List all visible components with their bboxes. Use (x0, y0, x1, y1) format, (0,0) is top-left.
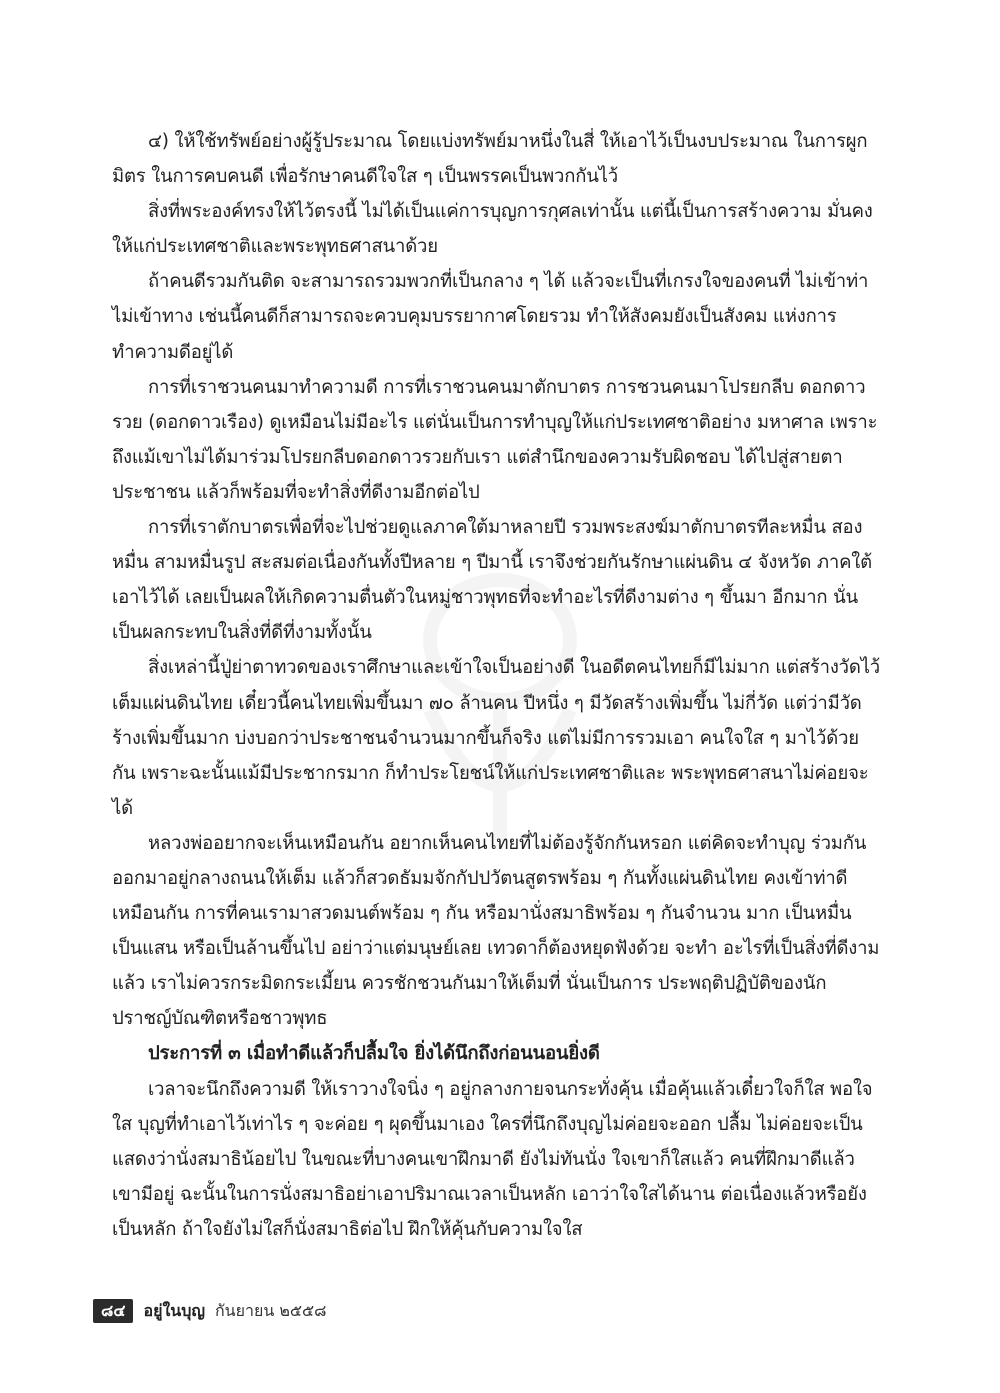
paragraph-good-people-unite: ถ้าคนดีรวมกันติด จะสามารถรวมพวกที่เป็นกลาง ๆ ได้ แล้วจะเป็นที่เกรงใจของคนที่ ไม่เข้าท่าไม่เข้าทาง เช่นนี้คนดีก็สามารถจะควบคุมบรรยากาศโดยรวม ทำให้สังคมยังเป็นสังคม แห่งการทำความดีอยู่ได้ (112, 271, 869, 363)
section-heading: ประการที่ ๓ เมื่อทำดีแล้วก็ปลื้มใจ ยิ่งได้นึกถึงก่อนนอนยิ่งดี (148, 1043, 600, 1065)
magazine-title: อยู่ในบุญ (143, 1300, 205, 1320)
page-footer (93, 1298, 326, 1324)
issue-date: กันยายน ๒๕๕๘ (214, 1300, 327, 1320)
paragraph-national-stability: สิ่งที่พระองค์ทรงให้ไว้ตรงนี้ ไม่ได้เป็นแค่การบุญการกุศลเท่านั้น แต่นี้เป็นการสร้างความ มั่นคงให้แก่ประเทศชาติและพระพุทธศาสนาด้วย (112, 201, 873, 258)
paragraph-treasure-allocation: ๔) ให้ใช้ทรัพย์อย่างผู้รู้ประมาณ โดยแบ่งทรัพย์มาหนึ่งในสี่ ให้เอาไว้เป็นงบประมาณ ในการผูกมิตร ในการคบคนดี เพื่อรักษาคนดีใจใส ๆ เป็นพรรคเป็นพวกกันไว้ (112, 131, 868, 188)
paragraph-inviting-good-deeds: การที่เราชวนคนมาทำความดี การที่เราชวนคนมาตักบาตร การชวนคนมาโปรยกลีบ ดอกดาวรวย (ดอกดาวเรือง) ดูเหมือนไม่มีอะไร แต่นั่นเป็นการทำบุญให้แก่ประเทศชาติอย่าง มหาศาล เพราะถึงแม้เขาไม่ได้มาร่วมโปรยกลีบดอกดาวรวยกับเรา แต่สำนึกของความรับผิดชอบ ได้ไปสู่สายตาประชาชน แล้วก็พร้อมที่จะทำสิ่งที่ดีงามอีกต่อไป (112, 376, 878, 503)
article-body (112, 124, 882, 1247)
paragraph-ancestors-temples: สิ่งเหล่านี้ปู่ย่าตาทวดของเราศึกษาและเข้าใจเป็นอย่างดี ในอดีตคนไทยก็มีไม่มาก แต่สร้างวัดไว้เต็มแผ่นดินไทย เดี๋ยวนี้คนไทยเพิ่มขึ้นมา ๗๐ ล้านคน ปีหนึ่ง ๆ มีวัดสร้างเพิ่มขึ้น ไม่กี่วัด แต่ว่ามีวัดร้างเพิ่มขึ้นมาก บ่งบอกว่าประชาชนจำนวนมากขึ้นก็จริง แต่ไม่มีการรวมเอา คนใจใส ๆ มาไว้ด้วยกัน เพราะฉะนั้นแม้มีประชากรมาก ก็ทำประโยชน์ให้แก่ประเทศชาติและ พระพุทธศาสนาไม่ค่อยจะได้ (112, 657, 880, 819)
paragraph-alms-giving-south: การที่เราตักบาตรเพื่อที่จะไปช่วยดูแลภาคใต้มาหลายปี รวมพระสงฆ์มาตักบาตรทีละหมื่น สองหมื่น สามหมื่นรูป สะสมต่อเนื่องกันทั้งปีหลาย ๆ ปีมานี้ เราจึงช่วยกันรักษาแผ่นดิน ๔ จังหวัด ภาคใต้เอาไว้ได้ เลยเป็นผลให้เกิดความตื่นตัวในหมู่ชาวพุทธที่จะทำอะไรที่ดีงามต่าง ๆ ขึ้นมา อีกมาก นั่นเป็นผลกระทบในสิ่งที่ดีที่งามทั้งนั้น (112, 517, 872, 644)
page-number: ๘๔ (93, 1299, 133, 1323)
paragraph-chanting-together: หลวงพ่ออยากจะเห็นเหมือนกัน อยากเห็นคนไทยที่ไม่ต้องรู้จักกันหรอก แต่คิดจะทำบุญ ร่วมกัน ออกมาอยู่กลางถนนให้เต็ม แล้วก็สวดธัมมจักกัปปวัตนสูตรพร้อม ๆ กันทั้งแผ่นดินไทย คงเข้าท่าดีเหมือนกัน การที่คนเรามาสวดมนต์พร้อม ๆ กัน หรือมานั่งสมาธิพร้อม ๆ กันจำนวน มาก เป็นหมื่น เป็นแสน หรือเป็นล้านขึ้นไป อย่าว่าแต่มนุษย์เลย เทวดาก็ต้องหยุดฟังด้วย จะทำ อะไรที่เป็นสิ่งที่ดีงามแล้ว เราไม่ควรกระมิดกระเมี้ยน ควรชักชวนกันมาให้เต็มที่ นั่นเป็นการ ประพฤติปฏิบัติของนักปราชญ์บัณฑิตหรือชาวพุทธ (112, 832, 880, 1030)
paragraph-recollecting-merit: เวลาจะนึกถึงความดี ให้เราวางใจนิ่ง ๆ อยู่กลางกายจนกระทั่งคุ้น เมื่อคุ้นแล้วเดี๋ยวใจก็ใส พอใจใส บุญที่ทำเอาไว้เท่าไร ๆ จะค่อย ๆ ผุดขึ้นมาเอง ใครที่นึกถึงบุญไม่ค่อยจะออก ปลื้ม ไม่ค่อยจะเป็น แสดงว่านั่งสมาธิน้อยไป ในขณะที่บางคนเขาฝึกมาดี ยังไม่ทันนั่ง ใจเขาก็ใสแล้ว คนที่ฝึกมาดีแล้วเขามีอยู่ ฉะนั้นในการนั่งสมาธิอย่าเอาปริมาณเวลาเป็นหลัก เอาว่าใจใสได้นาน ต่อเนื่องแล้วหรือยังเป็นหลัก ถ้าใจยังไม่ใสก็นั่งสมาธิต่อไป ฝึกให้คุ้นกับความใจใส (112, 1078, 873, 1240)
